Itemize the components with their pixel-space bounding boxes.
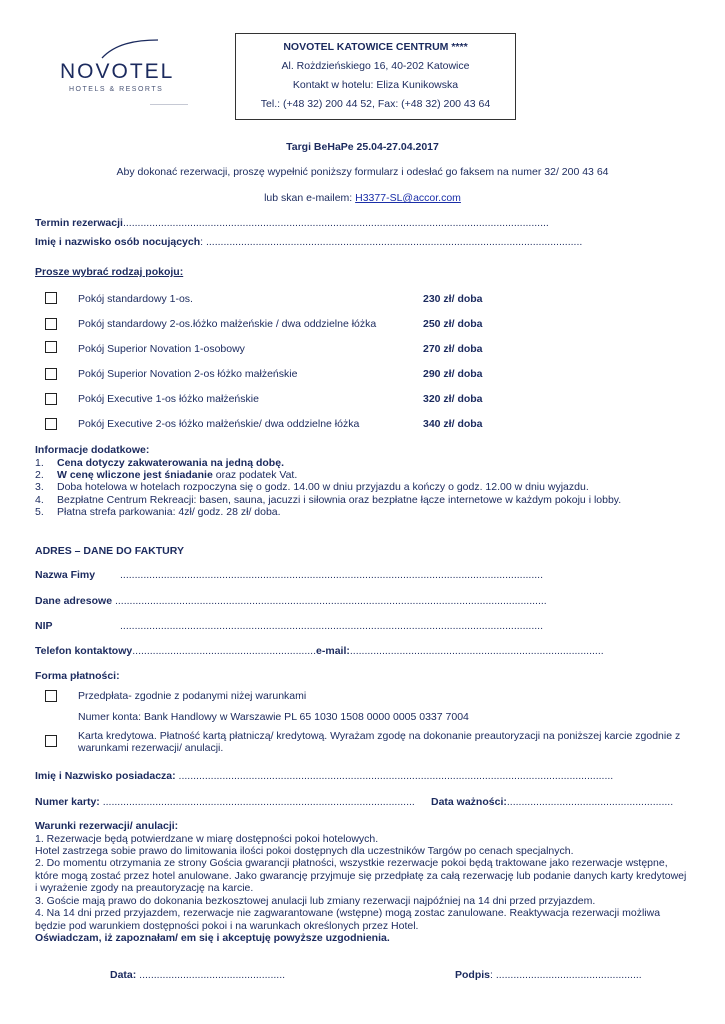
guest-names-dots: : ................................................................................................................................. [200,236,583,248]
info-item-2-rest: oraz podatek Vat. [212,469,298,481]
room-price-4: 290 zł/ doba [423,368,483,380]
card-number-dots: ........................................................................................................... [99,796,415,808]
company-field[interactable]: ................................................................................................................................................. [120,569,543,581]
invoice-heading: ADRES – DANE DO FAKTURY [35,545,184,557]
logo-tagline: HOTELS & RESORTS [69,86,164,93]
info-num-5: 5. [35,506,44,518]
email-prefix: lub skan e-mailem: [264,192,356,204]
info-item-2 [57,469,297,481]
nip-label: NIP [35,620,53,632]
term-label: Termin rezerwacji [35,217,123,229]
room-name-2: Pokój standardowy 2-os.łóżko małżeńskie / dwa oddzielne łóżka [78,318,377,330]
info-item-2-bold: W cenę wliczone jest śniadanie [57,469,213,481]
expiry-dots: ......................................................... [506,796,674,808]
term-dots: .................................................................................................................................................. [122,217,549,229]
date-field[interactable] [110,969,285,981]
date-dots: .................................................. [136,969,286,981]
terms-statement: Oświadczam, iż zapoznałam/ em się i akceptuję powyższe uzgodnienia. [35,932,390,944]
card-number-label: Numer karty: [35,796,100,808]
info-heading: Informacje dodatkowe: [35,444,150,456]
signature-dots: : .................................................. [490,969,642,981]
terms-line-2: Hotel zastrzega sobie prawo do limitowania ilości pokoi dostępnych dla uczestników Targów po cenach specjalnych. [35,845,574,857]
prepay-label: Przedpłata- zgodnie z podanymi niżej warunkami [78,690,307,702]
contact-email-label: e-mail: [316,645,350,657]
novotel-logo [42,32,188,104]
card-checkbox[interactable] [45,735,57,747]
address-dots: .................................................................................................................................................... [112,595,547,607]
event-title: Targi BeHaPe 25.04-27.04.2017 [286,141,439,153]
room-heading: Prosze wybrać rodzaj pokoju: [35,266,184,278]
room-checkbox-2[interactable] [45,318,57,330]
address-field[interactable] [35,595,547,607]
event-intro: Aby dokonać rezerwacji, proszę wypełnić poniższy formularz i odesłać go faksem na numer 32/ 200 43 64 [116,166,609,178]
terms-line-3: 2. Do momentu otrzymania ze strony Gościa gwarancji płatności, wszystkie rezerwacje pokoi będą traktowane jako rezerwacje wstępne, [35,857,668,869]
guest-names-field[interactable] [35,236,582,248]
hotel-name: NOVOTEL KATOWICE CENTRUM **** [283,41,468,53]
room-name-6: Pokój Executive 2-os łóżko małżeńskie/ dwa oddzielne łóżka [78,418,360,430]
room-price-5: 320 zł/ doba [423,393,483,405]
bank-account: Numer konta: Bank Handlowy w Warszawie PL 65 1030 1508 0000 0005 0337 7004 [78,711,469,723]
contact-phone-email-field[interactable] [35,645,604,657]
room-checkbox-1[interactable] [45,292,57,304]
room-name-1: Pokój standardowy 1-os. [78,293,193,305]
terms-line-6: 3. Goście mają prawo do dokonania bezkosztowej anulacji lub zmiany rezerwacji najpóźniej na 14 dni przed przyjazdem. [35,895,596,907]
room-checkbox-4[interactable] [45,368,57,380]
card-label-line1: Karta kredytowa. Płatność kartą płatniczą/ kredytową. Wyrażam zgodę na dokonanie preautoryzacji na poniższej karcie zgodnie z [78,730,681,742]
hotel-address: Al. Rożdzieńskiego 16, 40-202 Katowice [281,60,470,72]
card-number-field[interactable] [35,796,415,808]
info-num-3: 3. [35,481,44,493]
room-checkbox-3[interactable] [45,341,57,353]
card-holder-dots: ..................................................................................................................................................... [175,770,614,782]
signature-label: Podpis [455,969,491,981]
contact-email-dots: ....................................................................................... [349,645,604,657]
company-label: Nazwa Fimy [35,569,96,581]
card-label-line2: warunkami rezerwacji/ anulacji. [78,742,224,754]
info-num-1: 1. [35,457,44,469]
term-field[interactable] [35,217,549,229]
card-holder-label: Imię i Nazwisko posiadacza: [35,770,176,782]
event-email-line [0,192,725,204]
terms-line-8: będzie pod warunkiem dostępności pokoi i na warunkach określonych przez Hotel. [35,920,419,932]
expiry-field[interactable] [431,796,673,808]
email-link[interactable]: H3377-SL@accor.com [355,192,461,204]
info-item-4: Bezpłatne Centrum Rekreacji: basen, sauna, jacuzzi i siłownia oraz bezpłatne łącze internetowe w każdym pokoju i lobby. [57,494,622,506]
hotel-phone: Tel.: (+48 32) 200 44 52, Fax: (+48 32) 200 43 64 [260,98,491,110]
room-price-1: 230 zł/ doba [423,293,483,305]
info-num-4: 4. [35,494,44,506]
address-label: Dane adresowe [35,595,113,607]
card-holder-field[interactable] [35,770,613,782]
room-price-3: 270 zł/ doba [423,343,483,355]
terms-line-5: i wyrażenie zgody na preautoryzację na karcie. [35,882,254,894]
room-name-4: Pokój Superior Novation 2-os łóżko małżeńskie [78,368,298,380]
room-name-3: Pokój Superior Novation 1-osobowy [78,343,245,355]
info-item-1: Cena dotyczy zakwaterowania na jedną dobę. [57,457,284,469]
contact-phone-label: Telefon kontaktowy [35,645,133,657]
logo-wordmark: NOVOTEL [60,60,175,83]
terms-line-1: 1. Rezerwacje będą potwierdzane w miarę dostępności pokoi hotelowych. [35,833,379,845]
prepay-checkbox[interactable] [45,690,57,702]
hotel-contact: Kontakt w hotelu: Eliza Kunikowska [292,79,459,91]
terms-heading: Warunki rezerwacji/ anulacji: [35,820,179,832]
room-name-5: Pokój Executive 1-os łóżko małżeńskie [78,393,259,405]
contact-phone-dots: ............................................................... [132,645,317,657]
info-item-5: Płatna strefa parkowania: 4zł/ godz. 28 zł/ doba. [57,506,281,518]
payment-heading: Forma płatności: [35,670,120,682]
terms-line-4: które mogą zostać przez hotel anulowane. Jako gwarancję przyjmuje się przedpłatę za całą rezerwację lub podanie danych karty kredytowej [35,870,687,882]
expiry-label: Data ważności: [431,796,507,808]
logo-mark-icon [100,38,160,60]
hotel-info-box [235,33,516,120]
terms-line-7: 4. Na 14 dni przed przyjazdem, rezerwacje nie zagwarantowane (wstępne) mogą zostac zanulowane. Reaktywacja rezerwacji możliwa [35,907,661,919]
guest-names-label: Imię i nazwisko osób nocujących [35,236,201,248]
signature-field[interactable] [455,969,642,981]
logo-divider [150,104,188,105]
room-price-2: 250 zł/ doba [423,318,483,330]
room-checkbox-6[interactable] [45,418,57,430]
info-num-2: 2. [35,469,44,481]
nip-field[interactable]: ................................................................................................................................................. [120,620,543,632]
info-item-3: Doba hotelowa w hotelach rozpoczyna się o godz. 14.00 w dniu przyjazdu a kończy o godz. 12.00 w dniu wyjazdu. [57,481,589,493]
room-price-6: 340 zł/ doba [423,418,483,430]
room-checkbox-5[interactable] [45,393,57,405]
date-label: Data: [110,969,137,981]
